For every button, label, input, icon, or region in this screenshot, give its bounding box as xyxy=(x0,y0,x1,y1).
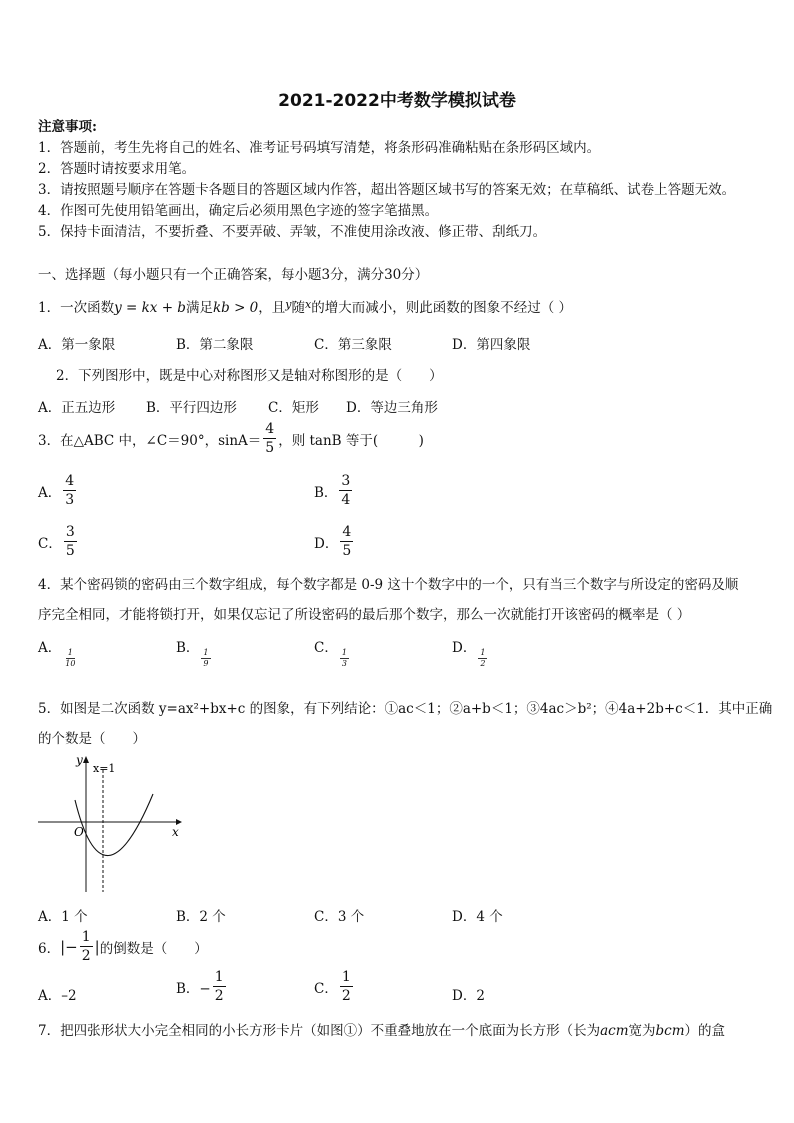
question-4-line-1: 4．某个密码锁的密码由三个数字组成，每个数字都是 0-9 这十个数字中的一个，只有当三个数字与所设定的密码及顺 xyxy=(38,577,739,593)
question-1 xyxy=(38,296,572,316)
symmetry-axis-label: x=1 xyxy=(93,762,116,775)
question-5-line-1: 5．如图是二次函数 y=ax²+bx+c 的图象，有下列结论：①ac＜1；②a+b＜1；③4ac＞b²；④4a+2b+c＜1．其中正确 xyxy=(38,701,773,717)
q1-expression: y = kx + b xyxy=(114,300,186,316)
x-axis-label: x xyxy=(172,825,179,839)
q4-option-a: A． $\frac{1}{10}$ xyxy=(38,640,76,668)
q1-option-c: C．第三象限 xyxy=(314,337,392,353)
page-title: 2021-2022中考数学模拟试卷 xyxy=(278,91,516,111)
q4-option-b: B． $\frac{1}{9}$ xyxy=(176,640,209,668)
q3-fraction: $\frac{4}{5}$ xyxy=(265,421,275,456)
q2-option-a: A．正五边形 xyxy=(38,400,116,416)
q3-option-c: C． $\frac{3}{5}$ xyxy=(38,524,75,559)
q1-var-y: y xyxy=(285,298,292,311)
q1-text: 的增大而减小，则此函数的图象不经过（ ） xyxy=(311,300,572,316)
q4-option-d: D． $\frac{1}{2}$ xyxy=(452,640,486,668)
q6-option-c: C． $\frac{1}{2}$ xyxy=(314,969,351,1004)
q6-option-d: D．2 xyxy=(452,988,485,1004)
q3-option-b: B． $\frac{3}{4}$ xyxy=(314,473,351,508)
question-2: 2．下列图形中，既是中心对称图形又是轴对称图形的是（ ） xyxy=(56,368,443,384)
parabola-curve xyxy=(75,794,153,856)
y-axis-label: y xyxy=(76,753,83,767)
notes-block xyxy=(38,117,735,243)
y-axis-arrow xyxy=(83,756,89,763)
q5-option-a: A．1 个 xyxy=(38,909,88,925)
q3-text: 3．在△ABC 中，∠C＝90°，sinA＝ xyxy=(38,432,262,449)
note-item: 1．答题前，考生先将自己的姓名、准考证号码填写清楚，将条形码准确粘贴在条形码区域内。 xyxy=(38,140,601,156)
question-7: 7．把四张形状大小完全相同的小长方形卡片（如图①）不重叠地放在一个底面为长方形（长为acm宽为bcm）的盒 xyxy=(38,1023,726,1039)
q1-text: 1．一次函数 xyxy=(38,300,115,316)
origin-label: O xyxy=(74,825,84,839)
q1-option-a: A．第一象限 xyxy=(38,337,116,353)
q5-option-c: C．3 个 xyxy=(314,909,365,925)
question-5-line-2: 的个数是（ ） xyxy=(38,731,146,747)
q5-option-b: B．2 个 xyxy=(176,909,226,925)
q3-text: ，则 tanB 等于( ) xyxy=(278,432,424,449)
q6-option-b: B．− $\frac{1}{2}$ xyxy=(176,969,224,1004)
q1-condition: kb > 0 xyxy=(212,300,259,316)
q2-option-c: C．矩形 xyxy=(268,400,319,416)
note-item: 4．作图可先使用铅笔画出，确定后必须用黑色字迹的签字笔描黑。 xyxy=(38,203,439,219)
q1-option-d: D．第四象限 xyxy=(452,337,531,353)
question-3 xyxy=(38,422,424,455)
notes-heading: 注意事项: xyxy=(38,119,97,135)
q3-option-d: D． $\frac{4}{5}$ xyxy=(314,524,352,559)
question-4-line-2: 序完全相同，才能将锁打开，如果仅忘记了所设密码的最后那个数字，那么一次就能打开该密码的概率是（ ） xyxy=(38,607,691,623)
section-heading: 一、选择题（每小题只有一个正确答案，每小题3分，满分30分） xyxy=(38,267,429,283)
q1-option-b: B．第二象限 xyxy=(176,337,254,353)
q3-option-a: A． $\frac{4}{3}$ xyxy=(38,473,75,508)
q1-text: 满足 xyxy=(185,300,213,316)
q5-option-d: D．4 个 xyxy=(452,909,503,925)
parabola-graph xyxy=(36,752,186,894)
q4-option-c: C． $\frac{1}{3}$ xyxy=(314,640,347,668)
q2-option-b: B．平行四边形 xyxy=(146,400,237,416)
q1-text: 随 xyxy=(291,300,305,316)
q1-text: ，且 xyxy=(258,300,286,316)
q6-option-a: A．–2 xyxy=(38,988,77,1004)
q2-option-d: D．等边三角形 xyxy=(346,400,438,416)
q1-var-x: x xyxy=(304,298,312,311)
note-item: 5．保持卡面清洁，不要折叠、不要弄破、弄皱，不准使用涂改液、修正带、刮纸刀。 xyxy=(38,224,547,240)
note-item: 3．请按照题号顺序在答题卡各题目的答题区域内作答，超出答题区域书写的答案无效；在草稿纸、试卷上答题无效。 xyxy=(38,182,736,198)
note-item: 2．答题时请按要求用笔。 xyxy=(38,161,196,177)
question-6: 6． |− $\frac{1}{2}$ | 的倒数是（ ） xyxy=(38,929,208,964)
